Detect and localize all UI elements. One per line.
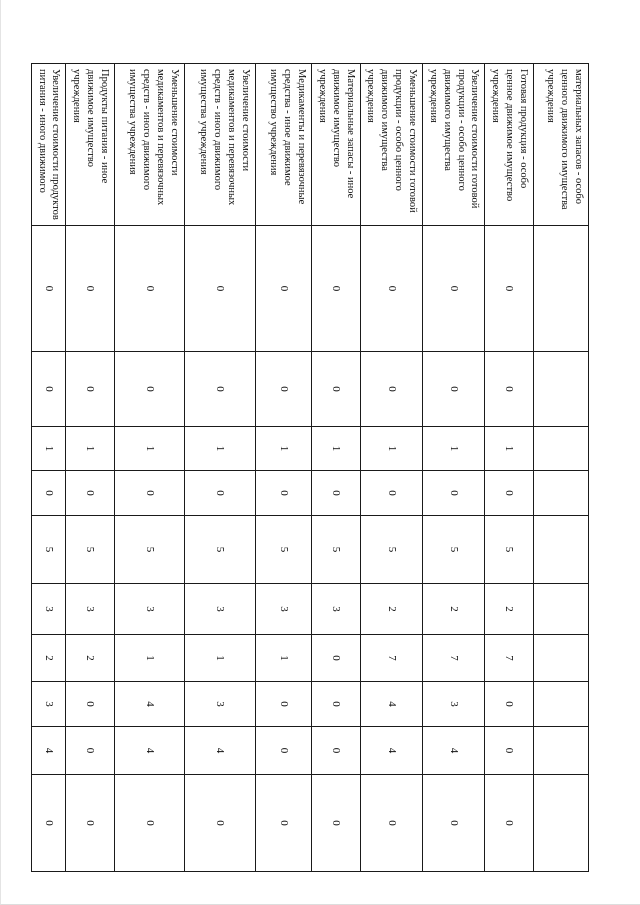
code-digit-cell: 0 <box>66 682 115 727</box>
code-digit-cell <box>534 682 589 727</box>
code-digit-cell: 3 <box>66 584 115 635</box>
code-digit-cell: 7 <box>422 635 484 682</box>
code-digit-cell: 4 <box>31 727 66 775</box>
code-digit-cell: 4 <box>114 682 184 727</box>
code-digit-cell: 0 <box>311 682 360 727</box>
table-row <box>311 64 360 872</box>
code-digit-cell: 0 <box>422 775 484 872</box>
code-digit-cell: 0 <box>114 226 184 352</box>
table-row <box>66 64 115 872</box>
code-digit-cell: 0 <box>311 352 360 427</box>
accounts-table <box>31 63 589 872</box>
account-name-cell: Материальные запасы - иное движимое имущество учреждения <box>311 64 360 226</box>
account-name-cell: Увеличение стоимости медикаментов и перевязочных средств - иного движимого имущества учреждения <box>184 64 255 226</box>
code-digit-cell: 2 <box>360 584 422 635</box>
code-digit-cell: 0 <box>422 226 484 352</box>
code-digit-cell: 0 <box>114 352 184 427</box>
code-digit-cell: 2 <box>66 635 115 682</box>
code-digit-cell: 0 <box>485 471 534 516</box>
table-row <box>184 64 255 872</box>
code-digit-cell: 1 <box>255 635 311 682</box>
account-name-cell: Готовая продукция - особо ценное движимое имущество учреждения <box>485 64 534 226</box>
account-name-cell: Медикаменты и перевязочные средства - иное движимое имущество учреждения <box>255 64 311 226</box>
code-digit-cell: 0 <box>66 352 115 427</box>
table-row <box>114 64 184 872</box>
table-row <box>255 64 311 872</box>
code-digit-cell: 0 <box>255 775 311 872</box>
code-digit-cell: 5 <box>485 516 534 584</box>
code-digit-cell: 0 <box>311 471 360 516</box>
code-digit-cell <box>534 635 589 682</box>
code-digit-cell: 0 <box>311 775 360 872</box>
code-digit-cell: 5 <box>360 516 422 584</box>
code-digit-cell: 0 <box>31 226 66 352</box>
code-digit-cell: 4 <box>184 727 255 775</box>
code-digit-cell: 4 <box>422 727 484 775</box>
code-digit-cell: 0 <box>66 226 115 352</box>
account-name-cell: Уменьшение стоимости медикаментов и перевязочных средств - иного движимого имущества учреждения <box>114 64 184 226</box>
code-digit-cell <box>534 775 589 872</box>
code-digit-cell: 0 <box>311 635 360 682</box>
table-row <box>534 64 589 872</box>
code-digit-cell: 0 <box>184 471 255 516</box>
table-row <box>422 64 484 872</box>
code-digit-cell: 5 <box>311 516 360 584</box>
code-digit-cell: 4 <box>360 682 422 727</box>
code-digit-cell: 7 <box>360 635 422 682</box>
code-digit-cell: 0 <box>255 471 311 516</box>
code-digit-cell: 3 <box>422 682 484 727</box>
code-digit-cell: 3 <box>255 584 311 635</box>
table-row <box>31 64 66 872</box>
code-digit-cell: 7 <box>485 635 534 682</box>
code-digit-cell: 5 <box>184 516 255 584</box>
code-digit-cell: 3 <box>184 584 255 635</box>
code-digit-cell: 0 <box>311 226 360 352</box>
code-digit-cell: 0 <box>360 471 422 516</box>
code-digit-cell: 5 <box>114 516 184 584</box>
code-digit-cell: 3 <box>31 584 66 635</box>
code-digit-cell: 3 <box>114 584 184 635</box>
code-digit-cell: 0 <box>360 226 422 352</box>
code-digit-cell: 1 <box>485 427 534 471</box>
code-digit-cell: 2 <box>422 584 484 635</box>
code-digit-cell: 0 <box>255 727 311 775</box>
code-digit-cell: 2 <box>31 635 66 682</box>
code-digit-cell: 0 <box>485 775 534 872</box>
code-digit-cell: 4 <box>360 727 422 775</box>
code-digit-cell <box>534 584 589 635</box>
account-name-cell: Уменьшение стоимости готовой продукции - особо ценного движимого имущества учреждения <box>360 64 422 226</box>
code-digit-cell: 1 <box>255 427 311 471</box>
account-name-cell: Увеличение стоимости готовой продукции - особо ценного движимого имущества учреждения <box>422 64 484 226</box>
code-digit-cell: 0 <box>485 727 534 775</box>
code-digit-cell <box>534 427 589 471</box>
code-digit-cell <box>534 727 589 775</box>
code-digit-cell: 0 <box>422 352 484 427</box>
table-row <box>485 64 534 872</box>
code-digit-cell: 0 <box>360 352 422 427</box>
code-digit-cell: 0 <box>184 226 255 352</box>
code-digit-cell: 5 <box>255 516 311 584</box>
code-digit-cell: 1 <box>184 635 255 682</box>
code-digit-cell <box>534 226 589 352</box>
code-digit-cell <box>534 471 589 516</box>
code-digit-cell: 1 <box>66 427 115 471</box>
code-digit-cell: 1 <box>31 427 66 471</box>
code-digit-cell: 0 <box>360 775 422 872</box>
code-digit-cell: 1 <box>360 427 422 471</box>
code-digit-cell: 0 <box>485 682 534 727</box>
code-digit-cell: 5 <box>66 516 115 584</box>
code-digit-cell: 1 <box>114 635 184 682</box>
code-digit-cell: 0 <box>114 471 184 516</box>
code-digit-cell: 1 <box>422 427 484 471</box>
rotated-table-container <box>36 63 589 871</box>
code-digit-cell: 3 <box>31 682 66 727</box>
account-name-cell: Увеличение стоимости продуктов питания - иного движимого <box>31 64 66 226</box>
table-body <box>31 64 588 872</box>
code-digit-cell: 0 <box>66 727 115 775</box>
table-row <box>360 64 422 872</box>
code-digit-cell: 0 <box>31 775 66 872</box>
code-digit-cell: 3 <box>311 584 360 635</box>
code-digit-cell: 1 <box>184 427 255 471</box>
code-digit-cell: 2 <box>485 584 534 635</box>
account-name-cell: материальных запасов - особо ценного движимого имущества учреждения <box>534 64 589 226</box>
code-digit-cell: 0 <box>31 471 66 516</box>
code-digit-cell: 0 <box>255 226 311 352</box>
account-name-cell: Продукты питания - иное движимое имущество учреждения <box>66 64 115 226</box>
code-digit-cell: 4 <box>114 727 184 775</box>
code-digit-cell: 0 <box>114 775 184 872</box>
code-digit-cell: 0 <box>311 727 360 775</box>
code-digit-cell: 0 <box>422 471 484 516</box>
code-digit-cell: 0 <box>31 352 66 427</box>
code-digit-cell: 1 <box>311 427 360 471</box>
code-digit-cell <box>534 352 589 427</box>
code-digit-cell: 0 <box>485 352 534 427</box>
code-digit-cell <box>534 516 589 584</box>
code-digit-cell: 0 <box>184 352 255 427</box>
code-digit-cell: 0 <box>255 682 311 727</box>
code-digit-cell: 3 <box>184 682 255 727</box>
code-digit-cell: 5 <box>31 516 66 584</box>
code-digit-cell: 5 <box>422 516 484 584</box>
code-digit-cell: 0 <box>66 471 115 516</box>
code-digit-cell: 0 <box>255 352 311 427</box>
code-digit-cell: 1 <box>114 427 184 471</box>
code-digit-cell: 0 <box>66 775 115 872</box>
code-digit-cell: 0 <box>184 775 255 872</box>
code-digit-cell: 0 <box>485 226 534 352</box>
